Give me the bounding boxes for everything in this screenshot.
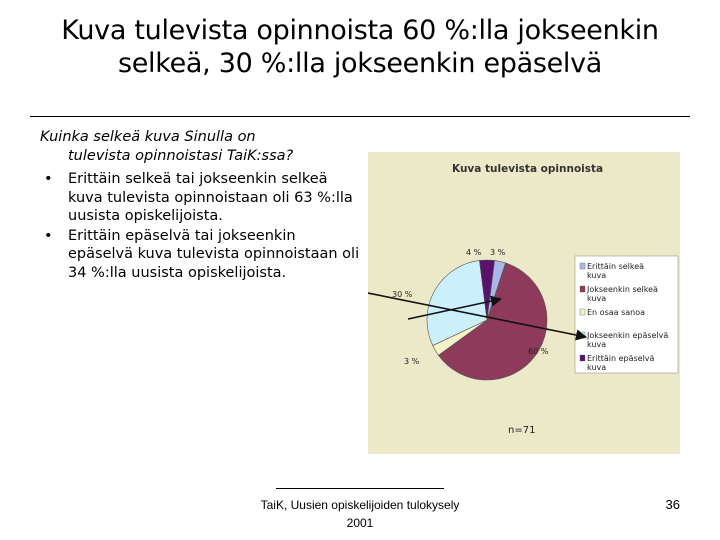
slice-value-label: 3 % <box>490 248 506 257</box>
question-line-1: Kuinka selkeä kuva Sinulla on <box>40 129 256 145</box>
bullet-item <box>40 170 360 226</box>
bullet-list <box>40 170 360 283</box>
bullet-text: Erittäin selkeä tai jokseenkin selkeä kuva tulevista opinnoistaan oli 63 %:lla uusista opiskelijoista. <box>68 171 353 224</box>
pie-chart <box>368 152 680 454</box>
bullet-text: Erittäin epäselvä tai jokseenkin epäselvä kuva tulevista opinnoistaan oli 34 %:lla uusista opiskelijoista. <box>68 227 360 281</box>
footnote: TaiK, Uusien opiskelijoiden tulokysely 2001 <box>260 498 460 530</box>
legend-label: Jokseenkin epäselvä kuva <box>587 331 669 349</box>
pie-slices <box>427 260 547 380</box>
legend-swatch <box>580 286 585 292</box>
question-line-2: tulevista opinnoistasi TaiK:ssa? <box>68 147 294 164</box>
chart-panel <box>368 152 680 454</box>
bullet-marker: • <box>44 171 53 187</box>
footnote-rule <box>276 488 444 489</box>
chart-title: Kuva tulevista opinnoista <box>452 163 604 175</box>
legend-swatch <box>580 309 585 315</box>
legend-label: Erittäin selkeä kuva <box>587 262 645 280</box>
legend-label: Erittäin epäselvä kuva <box>587 354 655 372</box>
legend-label: En osaa sanoa <box>587 308 646 317</box>
slice-value-label: 60 % <box>528 347 549 356</box>
bullet-item <box>40 227 360 283</box>
legend-swatch <box>580 355 585 361</box>
question-text <box>40 128 350 165</box>
sample-size-label: n=71 <box>508 425 536 436</box>
slice-value-label: 3 % <box>404 357 420 366</box>
page-number: 36 <box>665 497 680 512</box>
slice-value-label: 30 % <box>392 290 413 299</box>
legend-swatch <box>580 263 585 269</box>
slice-value-label: 4 % <box>466 248 482 257</box>
title-divider <box>30 116 690 117</box>
bullet-marker: • <box>44 227 53 244</box>
slide-title: Kuva tulevista opinnoista 60 %:lla jokseenkin selkeä, 30 %:lla jokseenkin epäselvä <box>61 15 659 79</box>
legend-label: Jokseenkin selkeä kuva <box>587 285 658 303</box>
